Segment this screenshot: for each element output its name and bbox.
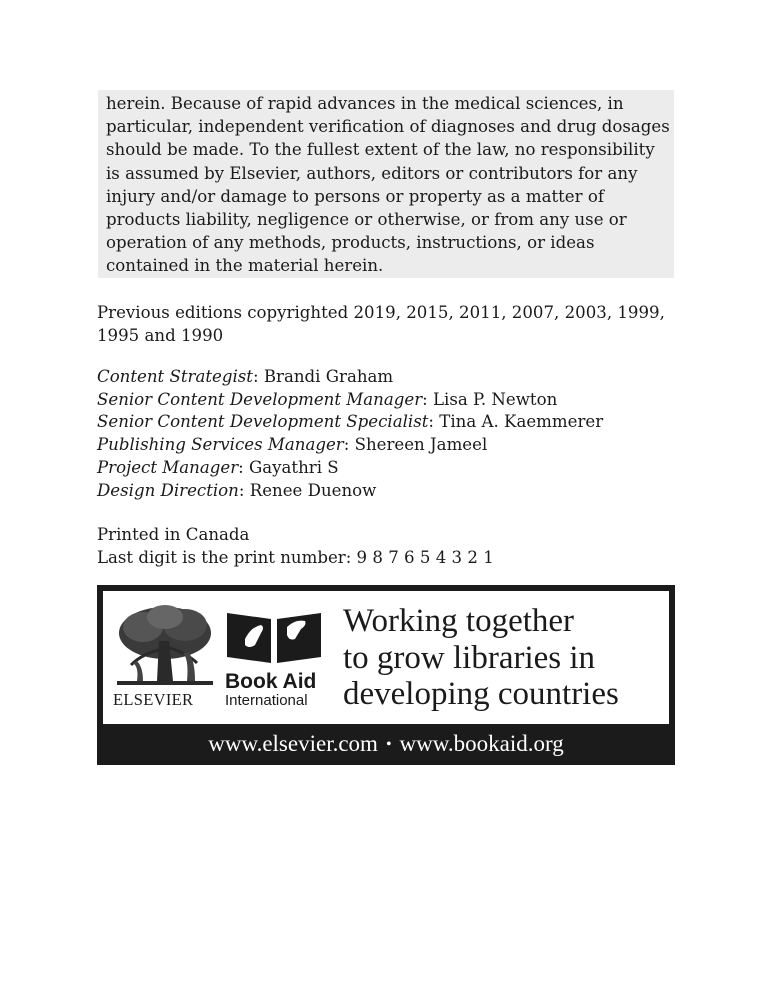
slogan-line: developing countries: [343, 676, 619, 712]
credit-role: Content Strategist: [97, 367, 253, 386]
disclaimer-line: herein. Because of rapid advances in the medical sciences, in: [106, 94, 624, 113]
print-number: Last digit is the print number: 9 8 7 6 5 4 3 2 1: [97, 548, 494, 568]
disclaimer-line: operation of any methods, products, instructions, or ideas: [106, 233, 595, 253]
credit-name: Tina A. Kaemmerer: [439, 412, 604, 432]
credit-role: Project Manager: [97, 457, 239, 477]
credit-publishing-services-manager: Publishing Services Manager: Shereen Jameel: [97, 435, 488, 455]
credit-senior-content-development-specialist: Senior Content Development Specialist: Tina A. Kaemmerer: [97, 412, 604, 432]
credit-role: Senior Content Development Specialist: [97, 412, 429, 432]
elsevier-tree-icon: [113, 603, 217, 689]
disclaimer-line: is assumed by Elsevier, authors, editors or contributors for any: [106, 163, 638, 183]
disclaimer-line: products liability, negligence or otherwise, or from any use or: [106, 210, 627, 230]
book-aid-name: Book Aid: [225, 670, 317, 693]
credit-senior-content-development-manager: Senior Content Development Manager: Lisa P. Newton: [97, 389, 558, 409]
credits-list: [97, 366, 697, 502]
banner-slogan: [343, 603, 673, 713]
disclaimer-line: particular, independent verification of diagnoses and drug dosages: [106, 117, 670, 137]
previous-editions-line: Previous editions copyrighted 2019, 2015, 2011, 2007, 2003, 1999,: [97, 303, 665, 322]
print-info: [97, 523, 697, 569]
credit-name: Brandi Graham: [263, 367, 394, 386]
credit-role: Publishing Services Manager: [97, 435, 344, 455]
previous-editions-line: 1995 and 1990: [97, 326, 224, 346]
credit-content-strategist: Content Strategist: Brandi Graham: [97, 367, 394, 386]
banner-urls: [97, 728, 675, 760]
bullet-separator: •: [385, 736, 392, 753]
credit-name: Renee Duenow: [249, 480, 377, 500]
elsevier-url: www.elsevier.com: [208, 731, 378, 756]
printed-in: Printed in Canada: [97, 525, 250, 544]
credit-name: Lisa P. Newton: [433, 389, 558, 409]
slogan-line: to grow libraries in: [343, 639, 596, 676]
bookaid-url: www.bookaid.org: [399, 731, 564, 756]
credit-role: Design Direction: [97, 480, 239, 500]
book-aid-hands-book-icon: [225, 605, 323, 669]
disclaimer-line: should be made. To the fullest extent of the law, no responsibility: [106, 140, 655, 160]
credit-design-direction: Design Direction: Renee Duenow: [97, 480, 377, 500]
credit-role: Senior Content Development Manager: [97, 389, 423, 409]
credit-name: Gayathri S: [249, 457, 339, 477]
slogan-line: Working together: [343, 603, 575, 639]
elsevier-wordmark: ELSEVIER: [113, 690, 194, 709]
disclaimer-text: [106, 92, 672, 278]
previous-editions: [97, 301, 697, 347]
credit-project-manager: Project Manager: Gayathri S: [97, 457, 339, 477]
disclaimer-line: contained in the material herein.: [106, 256, 384, 276]
book-aid-subtitle: International: [225, 692, 308, 709]
book-aid-banner: [97, 585, 675, 765]
disclaimer-line: injury and/or damage to persons or property as a matter of: [106, 186, 604, 206]
credit-name: Shereen Jameel: [354, 435, 488, 455]
banner-logo-panel: [103, 591, 669, 724]
